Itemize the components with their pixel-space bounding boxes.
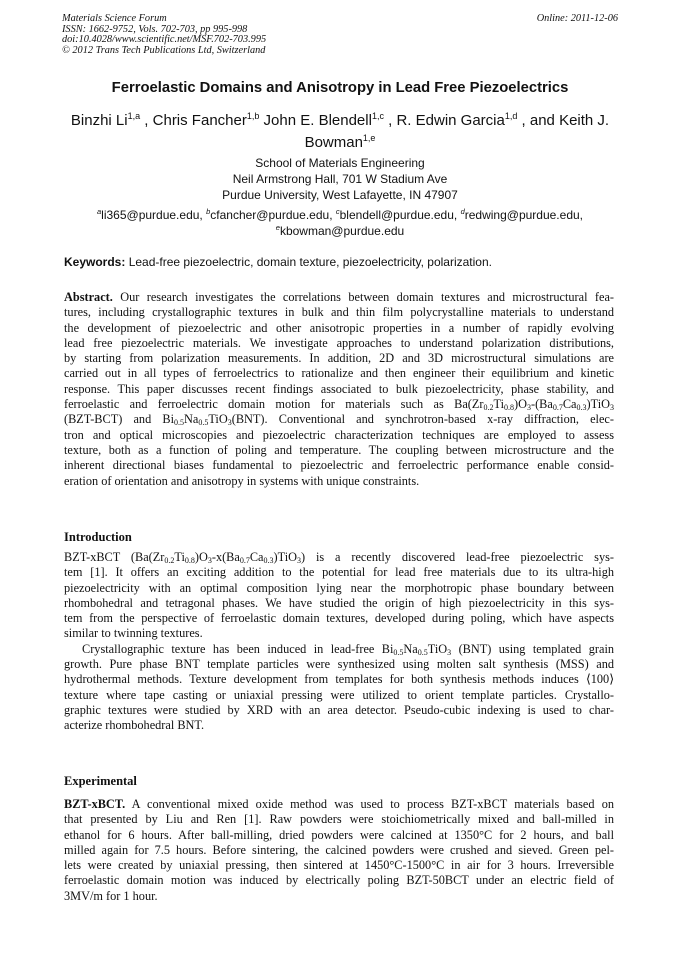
text-line xyxy=(64,596,614,611)
subscript: 0.3 xyxy=(576,403,587,413)
subscript: 3 xyxy=(227,418,232,428)
text-run: )O xyxy=(514,397,527,412)
text-run: ethanol for 6 hours. After ball-milling, dried powders were calcined at 1350°C for 2 hours, and ball xyxy=(64,827,614,842)
text-run: by starting from polarization measurements. In addition, 2D and 3D microstructural simulations are xyxy=(64,351,614,366)
text-run: lets were created by uniaxial pressing, then sintered at 1450°C-1500°C in air for 3 hours. Irreversible xyxy=(64,858,614,873)
text-line xyxy=(64,718,614,733)
text-line xyxy=(64,428,614,443)
text-run: piezoelectricity with an optimal composition lying near the morphotropic phase boundary between xyxy=(64,580,614,595)
text-line xyxy=(64,626,614,641)
email-mark: d xyxy=(460,207,465,216)
text-run: -(Ba xyxy=(530,397,553,412)
text-run: Ca xyxy=(562,397,577,412)
email-address: kbowman@purdue.edu xyxy=(279,224,405,238)
subscript: 0.7 xyxy=(239,556,250,565)
subscript: 3 xyxy=(297,556,301,565)
text-line xyxy=(64,305,614,320)
text-run: graphic textures were studied by XRD with an area detector. Pseudo-cubic indexing is used to char- xyxy=(64,702,614,717)
text-run: lead free piezoelectric materials. We investigate approaches to understand polarization distributions, xyxy=(64,335,614,350)
text-run: ferroelastic and ferroelectric domain motion for materials such as Ba(Zr xyxy=(64,397,484,412)
text-line xyxy=(64,703,614,718)
subscript: 0.5 xyxy=(174,418,184,428)
doi-line: doi:10.4028/www.scientific.net/MSF.702-703.995 xyxy=(62,34,267,45)
affiliation xyxy=(40,155,640,203)
text-line xyxy=(64,611,614,626)
email-address: redwing@purdue.edu, xyxy=(464,208,583,222)
text-line xyxy=(64,812,614,827)
introduction-paragraph xyxy=(64,550,614,734)
text-run: tem from the perspective of ferroelastic domain textures, developed during poling, which have aspects xyxy=(64,611,614,626)
journal-name: Materials Science Forum xyxy=(62,13,167,24)
author-separator: , and xyxy=(517,112,560,129)
text-line xyxy=(64,336,614,351)
author-affiliation-mark: 1,c xyxy=(371,111,384,121)
text-run: acterize rhombohedral BNT. xyxy=(64,718,205,733)
text-run: (BZT-BCT) and Bi xyxy=(64,412,174,427)
author-name: Keith J. Bowman xyxy=(304,112,610,151)
issn-line: ISSN: 1662-9752, Vols. 702-703, pp 995-998 xyxy=(62,23,248,35)
text-run: response. This paper discusses recent findings associated to bulk piezoelectricity, phase stability, and xyxy=(64,381,614,396)
text-run: 3MV/m for 1 hour. xyxy=(64,888,158,903)
text-line xyxy=(64,443,614,458)
text-run: TiO xyxy=(208,412,228,427)
text-line xyxy=(64,550,614,565)
text-run: A conventional mixed oxide method was used to process BZT-xBCT materials based on xyxy=(125,797,614,811)
subscript: 0.7 xyxy=(552,403,563,413)
text-line xyxy=(64,565,614,580)
text-run: hydrothermal methods. Texture development from templates for both synthesis methods induces ⟨100⟩ xyxy=(64,672,614,687)
subscript: 0.5 xyxy=(198,418,209,428)
text-line xyxy=(64,889,614,904)
abstract-paragraph xyxy=(64,290,614,489)
text-line xyxy=(64,382,614,397)
email-address: blendell@purdue.edu, xyxy=(339,208,461,222)
affiliation-line: School of Materials Engineering xyxy=(255,156,425,170)
email-mark: b xyxy=(206,207,211,216)
email-address: cfancher@purdue.edu, xyxy=(210,208,336,222)
subscript: 3 xyxy=(526,403,531,413)
subscript: 0.3 xyxy=(263,556,274,565)
text-run: ferroelastic domain motion was induced by electrically poling BZT-50BCT under an electric field of xyxy=(64,873,614,888)
author-name: John E. Blendell xyxy=(263,112,372,129)
text-line xyxy=(64,672,614,687)
text-run: TiO xyxy=(427,641,448,656)
text-run: BZT-xBCT (Ba(Zr xyxy=(64,550,165,564)
keywords-label: Keywords: xyxy=(64,255,126,269)
text-run: inherent directional biases fundamental to piezoelectric and ferroelectric performance enable consid- xyxy=(64,458,614,473)
keywords xyxy=(64,255,616,269)
author-affiliation-mark: 1,b xyxy=(246,111,260,121)
text-run: Na xyxy=(403,641,418,656)
text-line xyxy=(64,366,614,381)
text-run: eration of orientation and anisotropy in systems with unique constraints. xyxy=(64,473,420,488)
text-run: Na xyxy=(184,412,199,427)
text-line xyxy=(64,290,614,305)
text-run: (BNT) using templated grain xyxy=(451,641,615,656)
text-line xyxy=(64,657,614,672)
author-name: Binzhi Li xyxy=(70,112,128,129)
text-run: -x(Ba xyxy=(211,550,240,564)
text-line xyxy=(64,351,614,366)
text-run: texture, both as a function of poling and temperature. The coupling between microstructure and the xyxy=(64,442,614,457)
text-line xyxy=(64,397,614,412)
text-run: rhombohedral and tetragonal phases. We have studied the origin of high piezoelectricity in this sys- xyxy=(64,595,614,610)
paper-title: Ferroelastic Domains and Anisotropy in Lead Free Piezoelectrics xyxy=(111,80,569,96)
introduction-heading: Introduction xyxy=(64,530,132,544)
text-run: carried out in all types of ferroelectrics to rationalize and then engineer their equilibrium and kinetic xyxy=(64,366,614,381)
subscript: 3 xyxy=(447,647,452,657)
author-affiliation-mark: 1,e xyxy=(362,133,376,143)
text-run: Ti xyxy=(493,397,504,412)
text-line xyxy=(64,828,614,843)
text-run: Our research investigates the correlations between domain textures and microstructural fea- xyxy=(112,290,614,304)
subscript: 3 xyxy=(610,403,614,413)
online-date: Online: 2011-12-06 xyxy=(536,13,618,24)
subscript: 0.8 xyxy=(184,556,195,565)
text-run: )O xyxy=(194,550,208,564)
author-affiliation-mark: 1,a xyxy=(127,111,141,121)
text-line xyxy=(64,474,614,489)
text-line xyxy=(64,642,614,657)
author-list xyxy=(40,110,640,154)
text-line xyxy=(64,321,614,336)
text-line xyxy=(64,412,614,427)
author-separator: , xyxy=(140,112,153,129)
email-mark: a xyxy=(96,207,102,216)
text-line xyxy=(64,688,614,703)
text-run: Ti xyxy=(174,550,185,564)
author-separator: , xyxy=(383,112,397,129)
email-mark: e xyxy=(275,223,280,232)
text-run: tem [1]. It offers an exciting addition to the potential for lead free materials due to its ultra-high xyxy=(64,565,614,580)
copyright-line: © 2012 Trans Tech Publications Ltd, Switzerland xyxy=(62,44,266,56)
text-line xyxy=(64,873,614,888)
text-line xyxy=(64,843,614,858)
text-run: similar to twinning textures. xyxy=(64,626,203,641)
experimental-paragraph xyxy=(64,797,614,904)
email-address: li365@purdue.edu, xyxy=(101,208,207,222)
email-list xyxy=(40,207,640,239)
text-run: )TiO xyxy=(273,550,297,564)
text-run: growth. Pure phase BNT template particles were synthesized using molten salt synthesis (MSS) and xyxy=(64,657,614,672)
text-line xyxy=(64,581,614,596)
text-line xyxy=(64,458,614,473)
text-run: Crystallographic texture has been induced in lead-free Bi xyxy=(82,641,394,656)
text-run: )TiO xyxy=(586,397,610,412)
affiliation-line: Purdue University, West Lafayette, IN 47907 xyxy=(222,188,458,202)
text-run: ) is a recently discovered lead-free piezoelectric sys- xyxy=(301,550,614,564)
experimental-heading: Experimental xyxy=(64,774,137,788)
subscript: 0.2 xyxy=(164,556,175,565)
text-run: tron and optical microscopies and piezoelectric characterization techniques are employed to assess xyxy=(64,427,614,442)
subscript: 0.8 xyxy=(504,403,514,413)
paragraph-label: BZT-xBCT. xyxy=(64,797,126,811)
author-name: R. Edwin Garcia xyxy=(396,112,505,129)
text-line xyxy=(64,797,614,812)
subscript: 0.2 xyxy=(483,403,494,413)
keywords-text: Lead-free piezoelectric, domain texture, piezoelectricity, polarization. xyxy=(125,255,492,269)
text-run: tures, including crystallographic textures in bulk and thin film polycrystalline materials to understand xyxy=(64,305,614,320)
subscript: 0.5 xyxy=(393,647,404,657)
journal-header xyxy=(62,14,618,56)
author-name: Chris Fancher xyxy=(152,112,247,129)
subscript: 3 xyxy=(207,556,212,565)
text-run: milled again for 7.5 hours. Before sintering, the calcined powders were crushed and sieved. Green pel- xyxy=(64,842,614,857)
text-run: that presented by Liu and Ren [1]. Raw powders were stoichiometrically mixed and ball-milled in xyxy=(64,812,614,827)
text-run: (BNT). Conventional and synchrotron-based x-ray diffraction, elec- xyxy=(231,412,614,427)
text-run: the development of piezoelectric and other anisotropic properties in a number of rapidly evolving xyxy=(64,320,614,335)
paragraph-label: Abstract. xyxy=(64,290,113,304)
text-run: Ca xyxy=(249,550,264,564)
text-line xyxy=(64,858,614,873)
author-affiliation-mark: 1,d xyxy=(504,111,518,121)
text-run: texture where tape casting or uniaxial pressing were utilized to orient template particles. Crystallo- xyxy=(64,687,614,702)
email-mark: c xyxy=(335,207,340,216)
subscript: 0.5 xyxy=(417,647,428,657)
affiliation-line: Neil Armstrong Hall, 701 W Stadium Ave xyxy=(232,172,448,186)
